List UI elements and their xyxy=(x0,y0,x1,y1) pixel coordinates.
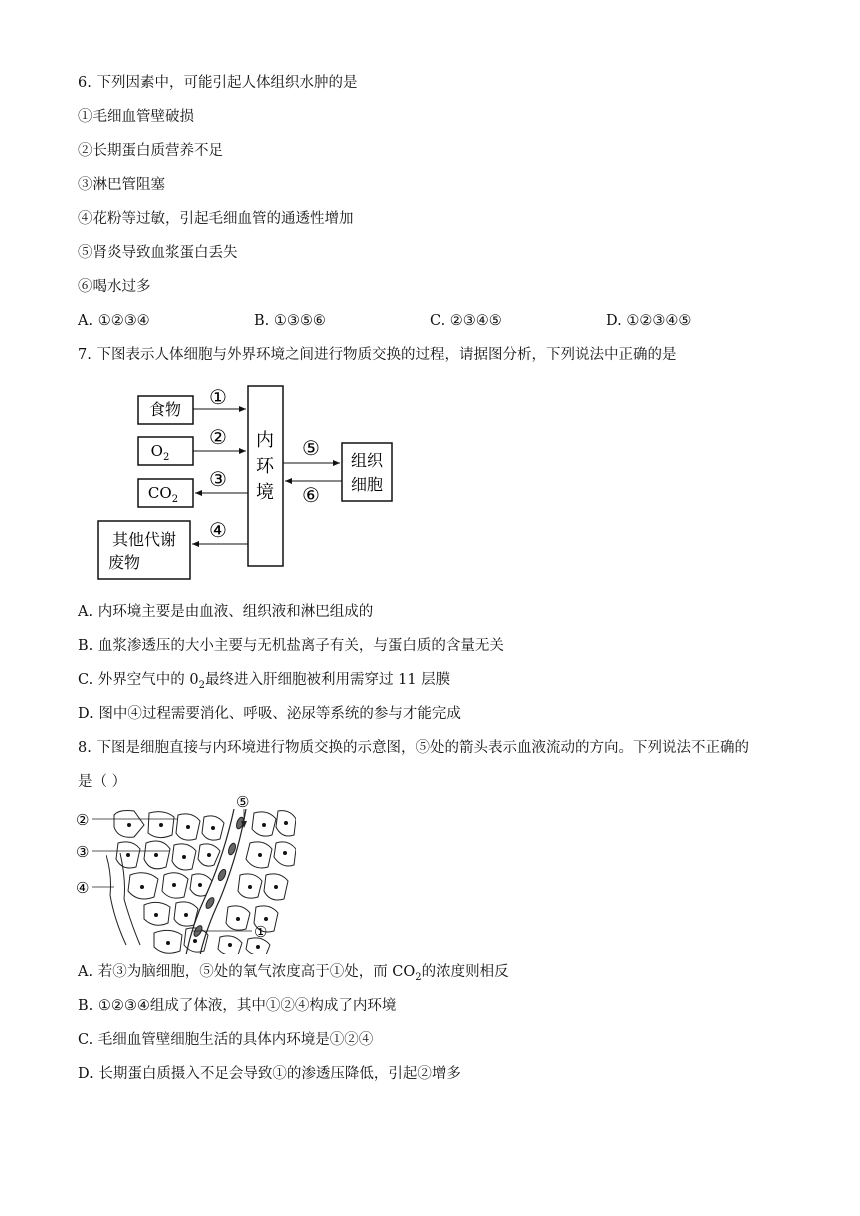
arrow-label-6: ⑥ xyxy=(302,483,320,507)
tissue-label-5: ⑤ xyxy=(236,795,250,811)
q6-option-d: D. ①②③④⑤ xyxy=(606,313,692,329)
q6-item-2: ②长期蛋白质营养不足 xyxy=(78,143,223,159)
arrow-label-1: ① xyxy=(209,385,227,409)
tissue-label-3: ③ xyxy=(76,843,90,861)
arrow-label-5: ⑤ xyxy=(302,436,320,460)
arrow-label-4: ④ xyxy=(209,518,227,542)
o2-label: $O_2$ xyxy=(150,442,170,463)
waste-label-2: 废物 xyxy=(107,553,141,572)
internal-env-char-1: 内 xyxy=(256,430,274,451)
q6-item-1: ①毛细血管壁破损 xyxy=(78,109,194,125)
q8-stem-line-1: 8. 下图是细胞直接与内环境进行物质交换的示意图，⑤处的箭头表示血液流动的方向。下列说法不正确的 xyxy=(78,740,749,756)
food-label: 食物 xyxy=(148,400,182,419)
q7-exchange-diagram xyxy=(90,380,420,585)
q6-item-6: ⑥喝水过多 xyxy=(78,279,151,295)
q8-option-b: B. ①②③④组成了体液，其中①②④构成了内环境 xyxy=(78,998,397,1014)
tissue-cell-label-1: 组织 xyxy=(350,451,384,470)
q6-option-a: A. ①②③④ xyxy=(78,313,150,329)
tissue-cell-label-2: 细胞 xyxy=(350,475,384,494)
q8-tissue-diagram xyxy=(74,795,299,957)
q8-option-c: C. 毛细血管壁细胞生活的具体内环境是①②④ xyxy=(78,1032,374,1048)
q6-item-4: ④花粉等过敏，引起毛细血管的通透性增加 xyxy=(78,211,354,227)
internal-env-char-2: 环 xyxy=(256,456,274,477)
q8-stem-line-2: 是（ ） xyxy=(78,774,127,790)
arrow-label-2: ② xyxy=(209,425,227,449)
q6-item-3: ③淋巴管阻塞 xyxy=(78,177,165,193)
co2-label: $CO_2$ xyxy=(147,484,179,505)
q6-item-5: ⑤肾炎导致血浆蛋白丢失 xyxy=(78,245,238,261)
q6-option-c: C. ②③④⑤ xyxy=(430,313,502,329)
q6-stem: 6. 下列因素中，可能引起人体组织水肿的是 xyxy=(78,75,358,91)
q6-option-b: B. ①③⑤⑥ xyxy=(254,313,326,329)
q7-stem: 7. 下图表示人体细胞与外界环境之间进行物质交换的过程，请据图分析，下列说法中正确的是 xyxy=(78,347,677,363)
waste-label-1: 其他代谢 xyxy=(111,530,177,549)
q7-option-a: A. 内环境主要是由血液、组织液和淋巴组成的 xyxy=(78,604,374,620)
tissue-label-4: ④ xyxy=(76,879,90,897)
q7-option-d: D. 图中④过程需要消化、呼吸、泌尿等系统的参与才能完成 xyxy=(78,706,461,722)
q8-option-a: A. 若③为脑细胞，⑤处的氧气浓度高于①处，而 $CO_2$的浓度则相反 xyxy=(78,964,509,983)
q7-option-b: B. 血浆渗透压的大小主要与无机盐离子有关，与蛋白质的含量无关 xyxy=(78,638,504,654)
q7-option-c: C. 外界空气中的 $0_2$最终进入肝细胞被利用需穿过 11 层膜 xyxy=(78,672,451,691)
arrow-label-3: ③ xyxy=(209,467,227,491)
internal-env-char-3: 境 xyxy=(256,482,274,503)
q8-option-d: D. 长期蛋白质摄入不足会导致①的渗透压降低，引起②增多 xyxy=(78,1066,461,1082)
tissue-label-2: ② xyxy=(76,811,90,829)
tissue-label-1: ① xyxy=(254,923,268,941)
